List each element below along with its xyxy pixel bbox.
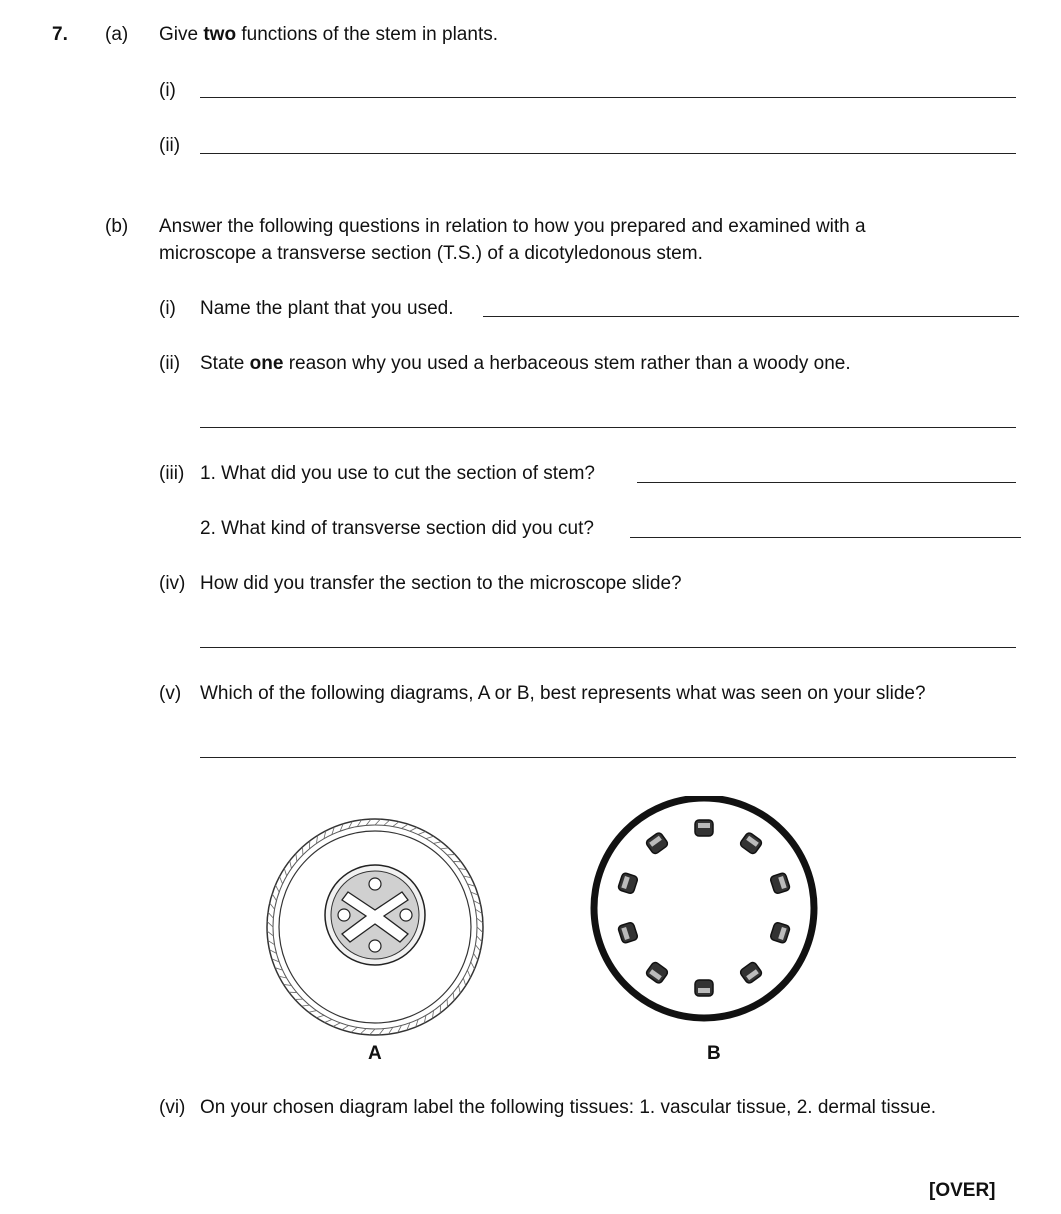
- diagram-b-stem-section: [584, 796, 824, 1026]
- vascular-bundle: [695, 820, 713, 836]
- part-b-iii-q1: 1. What did you use to cut the section of stem?: [200, 463, 595, 484]
- part-a-prompt-post: functions of the stem in plants.: [236, 24, 498, 45]
- part-a-label: (a): [105, 24, 129, 45]
- diagram-a-label: A: [368, 1043, 382, 1064]
- part-b-i-text: Name the plant that you used.: [200, 298, 454, 319]
- part-b-ii-answer-line[interactable]: [200, 427, 1016, 428]
- part-b-label: (b): [105, 216, 129, 237]
- part-b-v-label: (v): [159, 683, 182, 704]
- part-a-item-ii-label: (ii): [159, 135, 181, 156]
- over-marker: [OVER]: [929, 1180, 996, 1201]
- part-b-intro-line1: Answer the following questions in relation to how you prepared and examined with a: [159, 216, 866, 237]
- part-b-iii-label: (iii): [159, 463, 185, 484]
- part-a-item-i-label: (i): [159, 80, 176, 101]
- part-b-iii-q2-answer-line[interactable]: [630, 537, 1021, 538]
- part-b-v-answer-line[interactable]: [200, 757, 1016, 758]
- part-a-prompt: [159, 24, 498, 46]
- diagram-a-stem-section: [260, 812, 490, 1042]
- part-b-iii-q2: 2. What kind of transverse section did you cut?: [200, 518, 594, 539]
- part-b-iv-text: How did you transfer the section to the microscope slide?: [200, 573, 682, 594]
- part-b-v-text: Which of the following diagrams, A or B, best represents what was seen on your slide?: [200, 683, 926, 704]
- part-b-ii-text-post: reason why you used a herbaceous stem rather than a woody one.: [283, 353, 851, 374]
- part-a-prompt-pre: Give: [159, 24, 204, 45]
- part-b-ii-text-bold: one: [249, 353, 284, 374]
- part-b-i-answer-line[interactable]: [483, 316, 1019, 317]
- part-b-vi-label: (vi): [159, 1097, 186, 1118]
- part-b-ii-text: [200, 353, 851, 375]
- part-b-ii-text-pre: State: [200, 353, 250, 374]
- part-b-i-label: (i): [159, 298, 176, 319]
- diagram-b-label: B: [707, 1043, 721, 1064]
- part-a-prompt-bold: two: [203, 24, 237, 45]
- question-number: 7.: [52, 24, 68, 45]
- part-b-vi-text: On your chosen diagram label the following tissues: 1. vascular tissue, 2. dermal tissue.: [200, 1097, 937, 1118]
- part-b-intro-line2: microscope a transverse section (T.S.) of a dicotyledonous stem.: [159, 243, 703, 264]
- part-b-ii-label: (ii): [159, 353, 181, 374]
- part-a-answer-line-ii[interactable]: [200, 153, 1016, 154]
- part-b-iii-q1-answer-line[interactable]: [637, 482, 1016, 483]
- part-b-iv-label: (iv): [159, 573, 186, 594]
- part-b-iv-answer-line[interactable]: [200, 647, 1016, 648]
- part-a-answer-line-i[interactable]: [200, 97, 1016, 98]
- vascular-bundle: [695, 980, 713, 996]
